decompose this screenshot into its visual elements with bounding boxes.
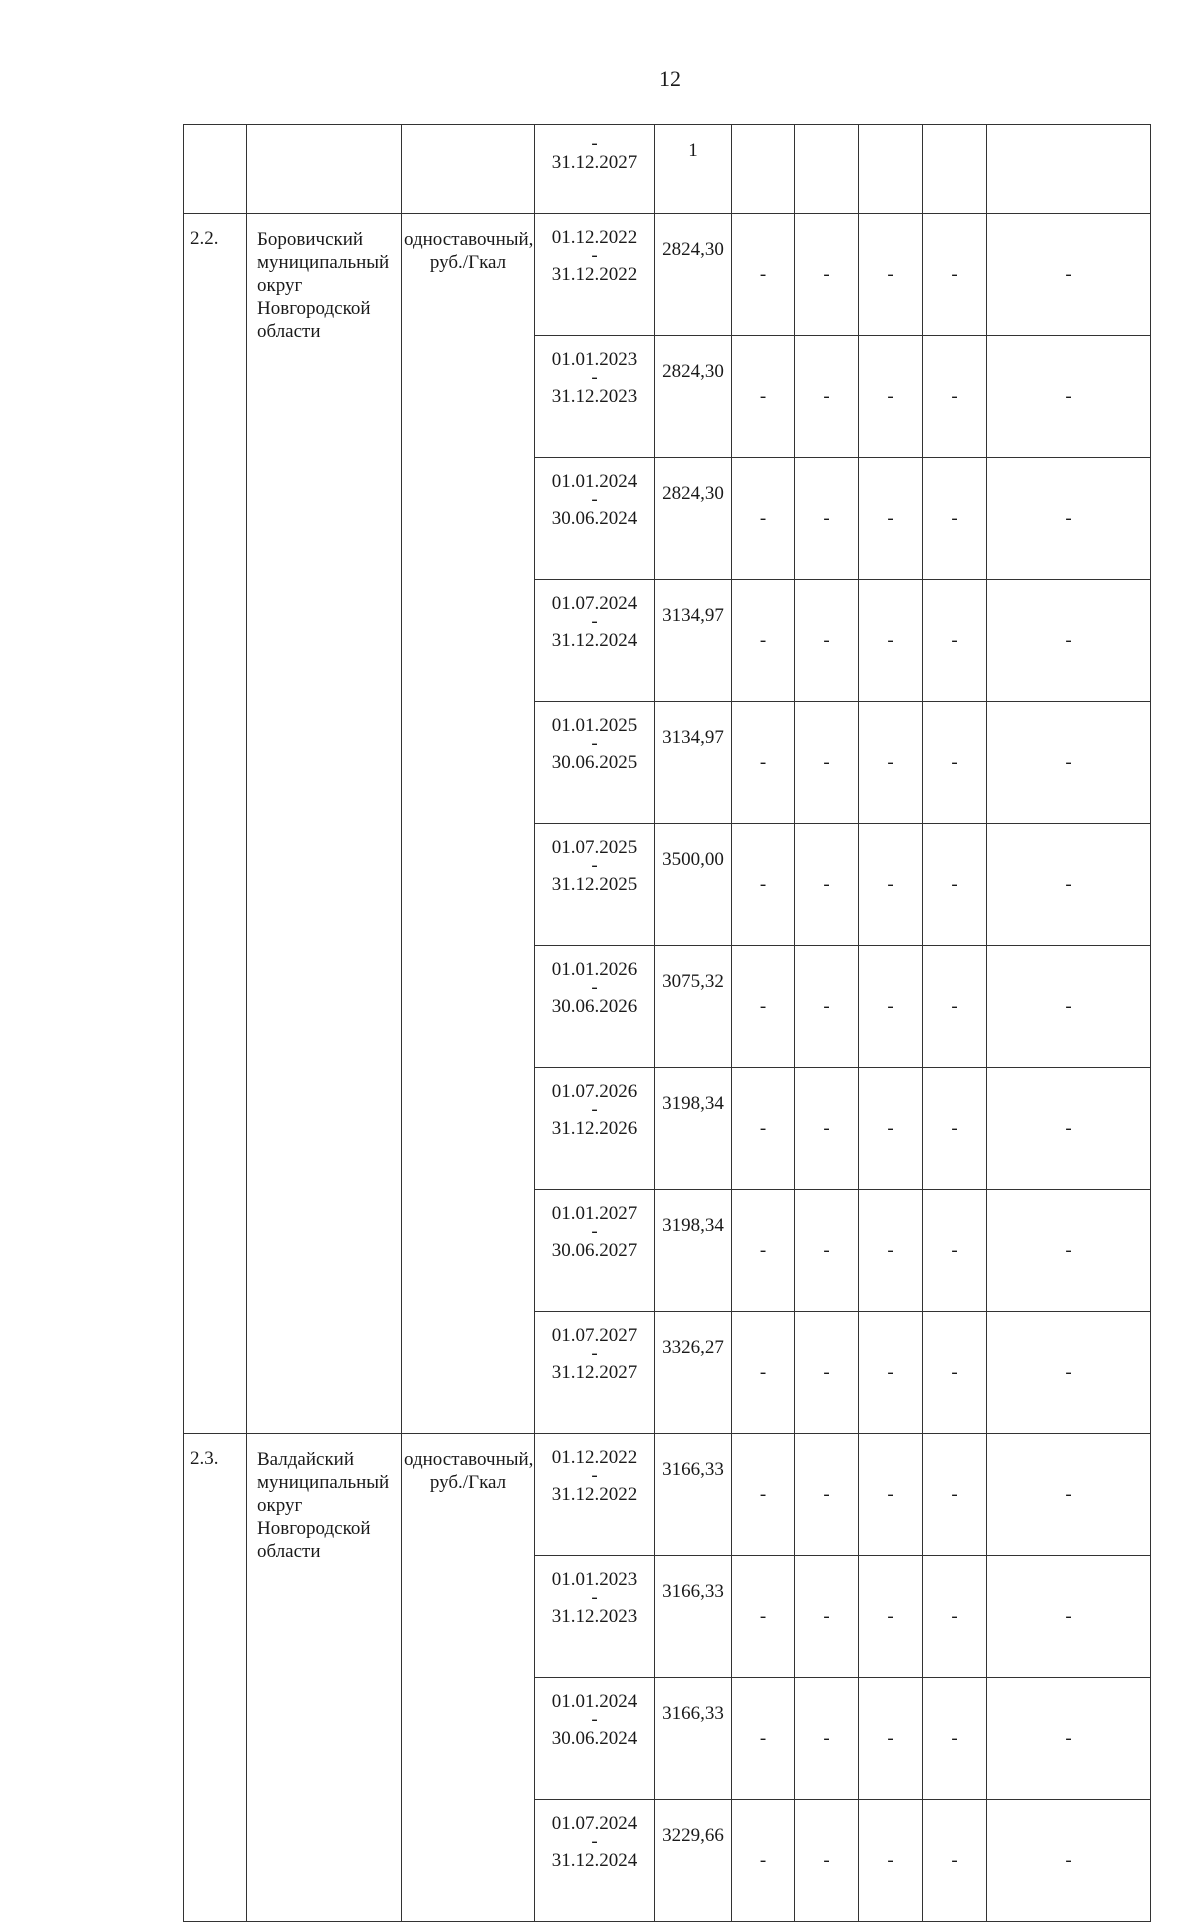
cell-dash: -: [923, 214, 987, 336]
period-dash: -: [591, 133, 598, 154]
period-start: 01.01.2023: [551, 1569, 638, 1590]
period-start: 01.07.2025: [551, 837, 638, 858]
cell-dash: -: [795, 1068, 859, 1190]
cell-dash: -: [923, 458, 987, 580]
cell-dash: -: [859, 1434, 923, 1556]
cell-value: 3500,00: [655, 824, 732, 946]
cell-period: [535, 1312, 655, 1434]
cell-dash: -: [987, 458, 1151, 580]
period-end: 31.12.2022: [551, 1484, 638, 1505]
cell-period: [535, 458, 655, 580]
cell-dash: -: [923, 1312, 987, 1434]
cell-dash: -: [732, 702, 795, 824]
cell-empty: [795, 125, 859, 214]
cell-dash: -: [732, 214, 795, 336]
cell-period: [535, 946, 655, 1068]
cell-dash: -: [987, 1678, 1151, 1800]
period-dash: -: [591, 855, 598, 876]
cell-dash: -: [923, 1434, 987, 1556]
cell-dash: -: [732, 946, 795, 1068]
table-body: [184, 125, 1151, 1922]
cell-value: 3166,33: [655, 1678, 732, 1800]
period-start: 01.01.2025: [551, 715, 638, 736]
cell-dash: -: [923, 336, 987, 458]
cell-period: [535, 824, 655, 946]
cell-dash: -: [859, 824, 923, 946]
cell-dash: -: [923, 824, 987, 946]
table-row-continuation: [184, 125, 1151, 214]
cell-dash: -: [859, 336, 923, 458]
table-row: [184, 214, 1151, 336]
cell-empty: [923, 125, 987, 214]
period-dash: -: [591, 611, 598, 632]
cell-value: 3198,34: [655, 1190, 732, 1312]
period-end: 30.06.2025: [551, 752, 638, 773]
cell-value: 3198,34: [655, 1068, 732, 1190]
cell-dash: -: [987, 702, 1151, 824]
cell-number: 2.2.: [184, 214, 247, 1434]
period-dash: -: [591, 1831, 598, 1852]
period-end: 30.06.2024: [551, 1728, 638, 1749]
period-end: 30.06.2027: [551, 1240, 638, 1261]
cell-dash: -: [987, 946, 1151, 1068]
cell-dash: -: [859, 946, 923, 1068]
cell-dash: -: [795, 946, 859, 1068]
period-start: 01.12.2022: [551, 1447, 638, 1468]
cell-dash: -: [987, 824, 1151, 946]
cell-empty: [732, 125, 795, 214]
period-start: 01.07.2024: [551, 593, 638, 614]
period-start: 01.01.2026: [551, 959, 638, 980]
period-start: 01.01.2023: [551, 349, 638, 370]
cell-value: 3075,32: [655, 946, 732, 1068]
cell-dash: -: [795, 1678, 859, 1800]
cell-period: [535, 214, 655, 336]
period-start: 01.07.2026: [551, 1081, 638, 1102]
period-end: 30.06.2024: [551, 508, 638, 529]
cell-dash: -: [795, 580, 859, 702]
cell-number: [184, 125, 247, 214]
period-start: 01.07.2024: [551, 1813, 638, 1834]
cell-dash: -: [987, 1800, 1151, 1922]
period-start: 01.01.2027: [551, 1203, 638, 1224]
cell-period: [535, 1800, 655, 1922]
cell-dash: -: [859, 702, 923, 824]
cell-dash: -: [987, 1190, 1151, 1312]
period-end: 31.12.2023: [551, 386, 638, 407]
cell-period: [535, 702, 655, 824]
cell-value: 2824,30: [655, 458, 732, 580]
cell-dash: -: [987, 1068, 1151, 1190]
cell-dash: -: [923, 1678, 987, 1800]
period-dash: -: [591, 1465, 598, 1486]
cell-value: 3134,97: [655, 580, 732, 702]
cell-dash: -: [923, 1068, 987, 1190]
cell-dash: -: [923, 946, 987, 1068]
cell-value: 3166,33: [655, 1556, 732, 1678]
period-end: 31.12.2025: [551, 874, 638, 895]
period-dash: -: [591, 1709, 598, 1730]
cell-dash: -: [795, 214, 859, 336]
cell-dash: -: [732, 580, 795, 702]
cell-tariff-type: [402, 125, 535, 214]
cell-dash: -: [987, 1434, 1151, 1556]
period-dash: -: [591, 977, 598, 998]
cell-dash: -: [859, 1678, 923, 1800]
cell-period: [535, 125, 655, 214]
cell-dash: -: [859, 1190, 923, 1312]
cell-period: [535, 336, 655, 458]
tariff-table: [183, 124, 1151, 1922]
period-dash: -: [591, 1221, 598, 1242]
cell-value: 3229,66: [655, 1800, 732, 1922]
cell-period: [535, 580, 655, 702]
cell-dash: -: [923, 1556, 987, 1678]
cell-dash: -: [923, 1190, 987, 1312]
cell-dash: -: [795, 458, 859, 580]
period-start: 01.07.2027: [551, 1325, 638, 1346]
cell-dash: -: [795, 702, 859, 824]
cell-dash: -: [859, 1312, 923, 1434]
cell-empty: [859, 125, 923, 214]
cell-dash: -: [859, 1800, 923, 1922]
period-start: 01.01.2024: [551, 471, 638, 492]
cell-value: 2824,30: [655, 214, 732, 336]
cell-municipality: Боровичский муниципальный округ Новгородской области: [247, 214, 402, 1434]
cell-dash: -: [795, 824, 859, 946]
cell-dash: -: [732, 458, 795, 580]
table-row: [184, 1434, 1151, 1556]
cell-dash: -: [732, 336, 795, 458]
cell-dash: -: [795, 336, 859, 458]
period-end: 30.06.2026: [551, 996, 638, 1017]
period-dash: -: [591, 1587, 598, 1608]
period-end: 31.12.2023: [551, 1606, 638, 1627]
cell-tariff-type: одноставочный, руб./Гкал: [402, 214, 535, 1434]
cell-value: 3326,27: [655, 1312, 732, 1434]
period-start: 01.01.2024: [551, 1691, 638, 1712]
page-number: 12: [659, 66, 681, 91]
period-end: 31.12.2024: [551, 1850, 638, 1871]
cell-dash: -: [732, 1800, 795, 1922]
cell-dash: -: [859, 458, 923, 580]
cell-dash: -: [859, 1556, 923, 1678]
cell-municipality: [247, 125, 402, 214]
period-end: 31.12.2027: [551, 152, 638, 173]
cell-period: [535, 1556, 655, 1678]
period-end: 31.12.2027: [551, 1362, 638, 1383]
period-dash: -: [591, 1343, 598, 1364]
cell-value: 2824,30: [655, 336, 732, 458]
cell-value: 3166,33: [655, 1434, 732, 1556]
period-dash: -: [591, 1099, 598, 1120]
cell-value: 3134,97: [655, 702, 732, 824]
cell-dash: -: [859, 214, 923, 336]
cell-dash: -: [732, 1434, 795, 1556]
period-dash: -: [591, 733, 598, 754]
cell-dash: -: [732, 1678, 795, 1800]
period-end: 31.12.2026: [551, 1118, 638, 1139]
cell-dash: -: [923, 580, 987, 702]
cell-dash: -: [987, 1312, 1151, 1434]
cell-dash: -: [795, 1434, 859, 1556]
cell-dash: -: [987, 580, 1151, 702]
cell-period: [535, 1068, 655, 1190]
period-dash: -: [591, 245, 598, 266]
cell-number: 2.3.: [184, 1434, 247, 1922]
cell-dash: -: [859, 580, 923, 702]
cell-empty: [987, 125, 1151, 214]
cell-dash: -: [923, 1800, 987, 1922]
cell-dash: -: [732, 1556, 795, 1678]
cell-dash: -: [859, 1068, 923, 1190]
cell-period: [535, 1434, 655, 1556]
cell-dash: -: [732, 1190, 795, 1312]
period-dash: -: [591, 367, 598, 388]
cell-dash: -: [732, 824, 795, 946]
cell-dash: -: [795, 1556, 859, 1678]
cell-period: [535, 1678, 655, 1800]
cell-dash: -: [987, 336, 1151, 458]
cell-dash: -: [987, 214, 1151, 336]
cell-municipality: Валдайский муниципальный округ Новгородской области: [247, 1434, 402, 1922]
period-end: 31.12.2022: [551, 264, 638, 285]
period-dash: -: [591, 489, 598, 510]
cell-dash: -: [795, 1312, 859, 1434]
cell-period: [535, 1190, 655, 1312]
period-end: 31.12.2024: [551, 630, 638, 651]
cell-dash: -: [795, 1190, 859, 1312]
cell-dash: -: [987, 1556, 1151, 1678]
cell-dash: -: [732, 1312, 795, 1434]
cell-dash: -: [923, 702, 987, 824]
period-start: 01.12.2022: [551, 227, 638, 248]
cell-dash: -: [732, 1068, 795, 1190]
cell-tariff-type: одноставочный, руб./Гкал: [402, 1434, 535, 1922]
cell-value: 1: [655, 125, 732, 214]
cell-dash: -: [795, 1800, 859, 1922]
